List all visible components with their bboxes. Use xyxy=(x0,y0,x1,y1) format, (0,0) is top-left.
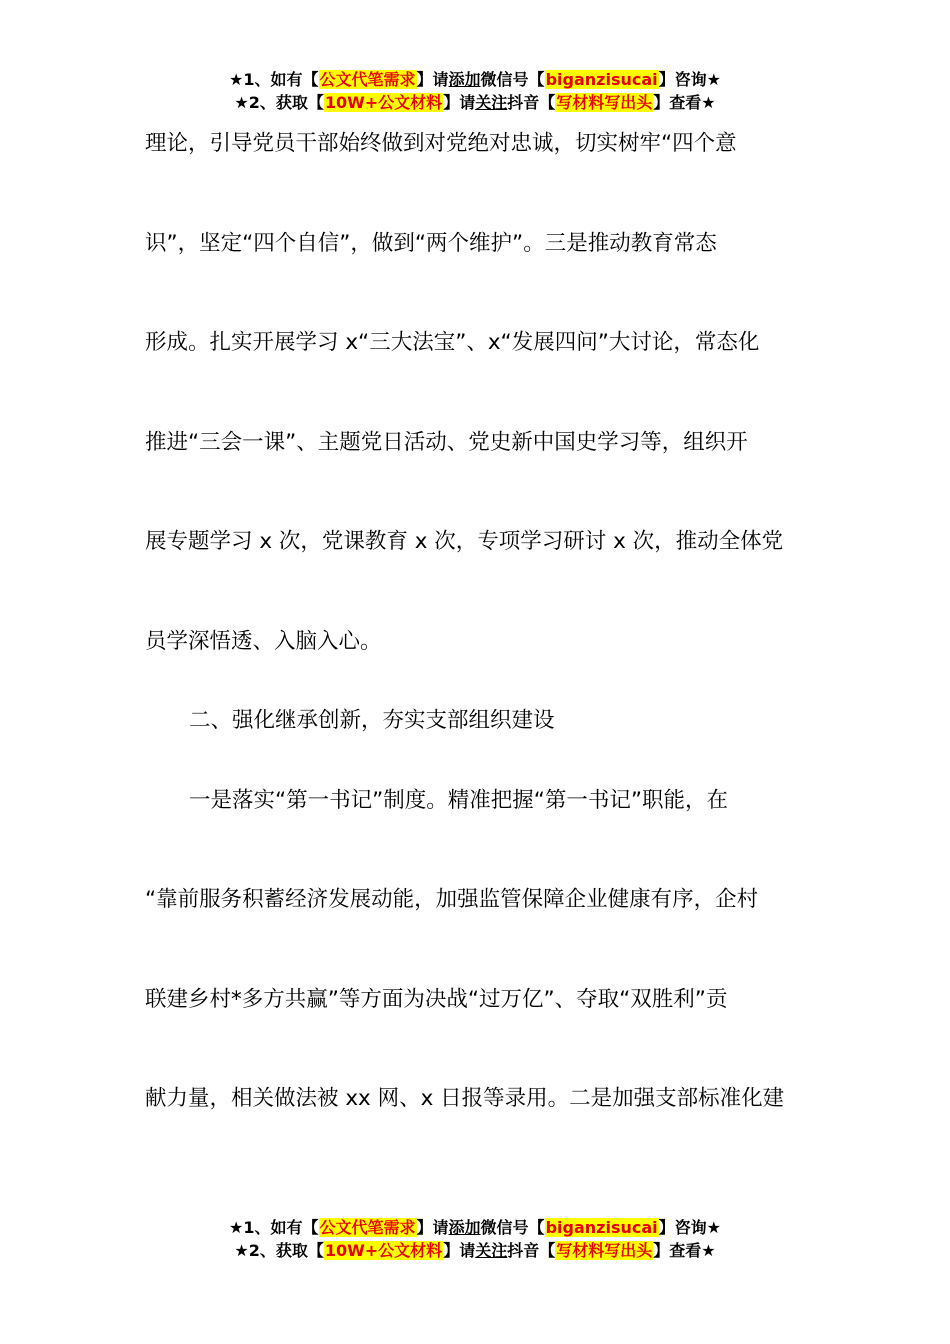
banner-highlight: 10W+公文材料 xyxy=(324,93,443,112)
body-line: 一是落实“第一书记”制度。精准把握“第一书记”职能，在 xyxy=(189,788,729,813)
banner-text: ★1、如有【 xyxy=(229,1218,319,1237)
banner-underline: 关注 xyxy=(475,93,508,112)
banner-text: 】咨询★ xyxy=(658,70,721,89)
banner-text: 微信号【 xyxy=(480,1218,545,1237)
banner-line-2 xyxy=(0,91,950,114)
body-line: 献力量，相关做法被 xx 网、x 日报等录用。二是加强支部标准化建 xyxy=(145,1086,785,1111)
body-line: 理论，引导党员干部始终做到对党绝对忠诚，切实树牢“四个意 xyxy=(145,131,737,156)
banner-text: 抖音【 xyxy=(507,93,556,112)
section-heading: 二、强化继承创新，夯实支部组织建设 xyxy=(189,708,555,733)
footer-banner xyxy=(0,1216,950,1262)
banner-line-2 xyxy=(0,1239,950,1262)
banner-text: 】请 xyxy=(416,1218,449,1237)
body-line: 员学深悟透、入脑入心。 xyxy=(145,629,382,654)
banner-text: ★1、如有【 xyxy=(229,70,319,89)
body-line: “靠前服务积蓄经济发展动能，加强监管保障企业健康有序，企村 xyxy=(145,887,759,912)
body-line: 联建乡村*多方共赢”等方面为决战“过万亿”、夺取“双胜利”贡 xyxy=(145,987,728,1012)
banner-text: 】请 xyxy=(443,93,476,112)
banner-text: 】咨询★ xyxy=(658,1218,721,1237)
banner-line-1 xyxy=(0,68,950,91)
body-line: 识”，坚定“四个自信”，做到“两个维护”。三是推动教育常态 xyxy=(145,231,717,256)
banner-text: ★2、获取【 xyxy=(234,1241,324,1260)
banner-underline: 添加 xyxy=(448,70,481,89)
banner-text: 】请 xyxy=(416,70,449,89)
banner-highlight: 写材料写出头 xyxy=(556,1241,653,1260)
banner-text: 微信号【 xyxy=(480,70,545,89)
banner-highlight: biganzisucai xyxy=(545,70,658,89)
banner-line-1 xyxy=(0,1216,950,1239)
header-banner xyxy=(0,68,950,114)
banner-underline: 关注 xyxy=(475,1241,508,1260)
banner-text: 】请 xyxy=(443,1241,476,1260)
body-line: 展专题学习 x 次，党课教育 x 次，专项学习研讨 x 次，推动全体党 xyxy=(145,529,784,554)
banner-highlight: biganzisucai xyxy=(545,1218,658,1237)
banner-highlight: 公文代笔需求 xyxy=(319,1218,416,1237)
banner-text: 】查看★ xyxy=(653,1241,716,1260)
banner-highlight: 10W+公文材料 xyxy=(324,1241,443,1260)
banner-highlight: 写材料写出头 xyxy=(556,93,653,112)
banner-text: ★2、获取【 xyxy=(234,93,324,112)
body-line: 推进“三会一课”、主题党日活动、党史新中国史学习等，组织开 xyxy=(145,430,748,455)
banner-highlight: 公文代笔需求 xyxy=(319,70,416,89)
body-line: 形成。扎实开展学习 x“三大法宝”、x“发展四问”大讨论，常态化 xyxy=(145,330,760,355)
banner-underline: 添加 xyxy=(448,1218,481,1237)
banner-text: 抖音【 xyxy=(507,1241,556,1260)
banner-text: 】查看★ xyxy=(653,93,716,112)
